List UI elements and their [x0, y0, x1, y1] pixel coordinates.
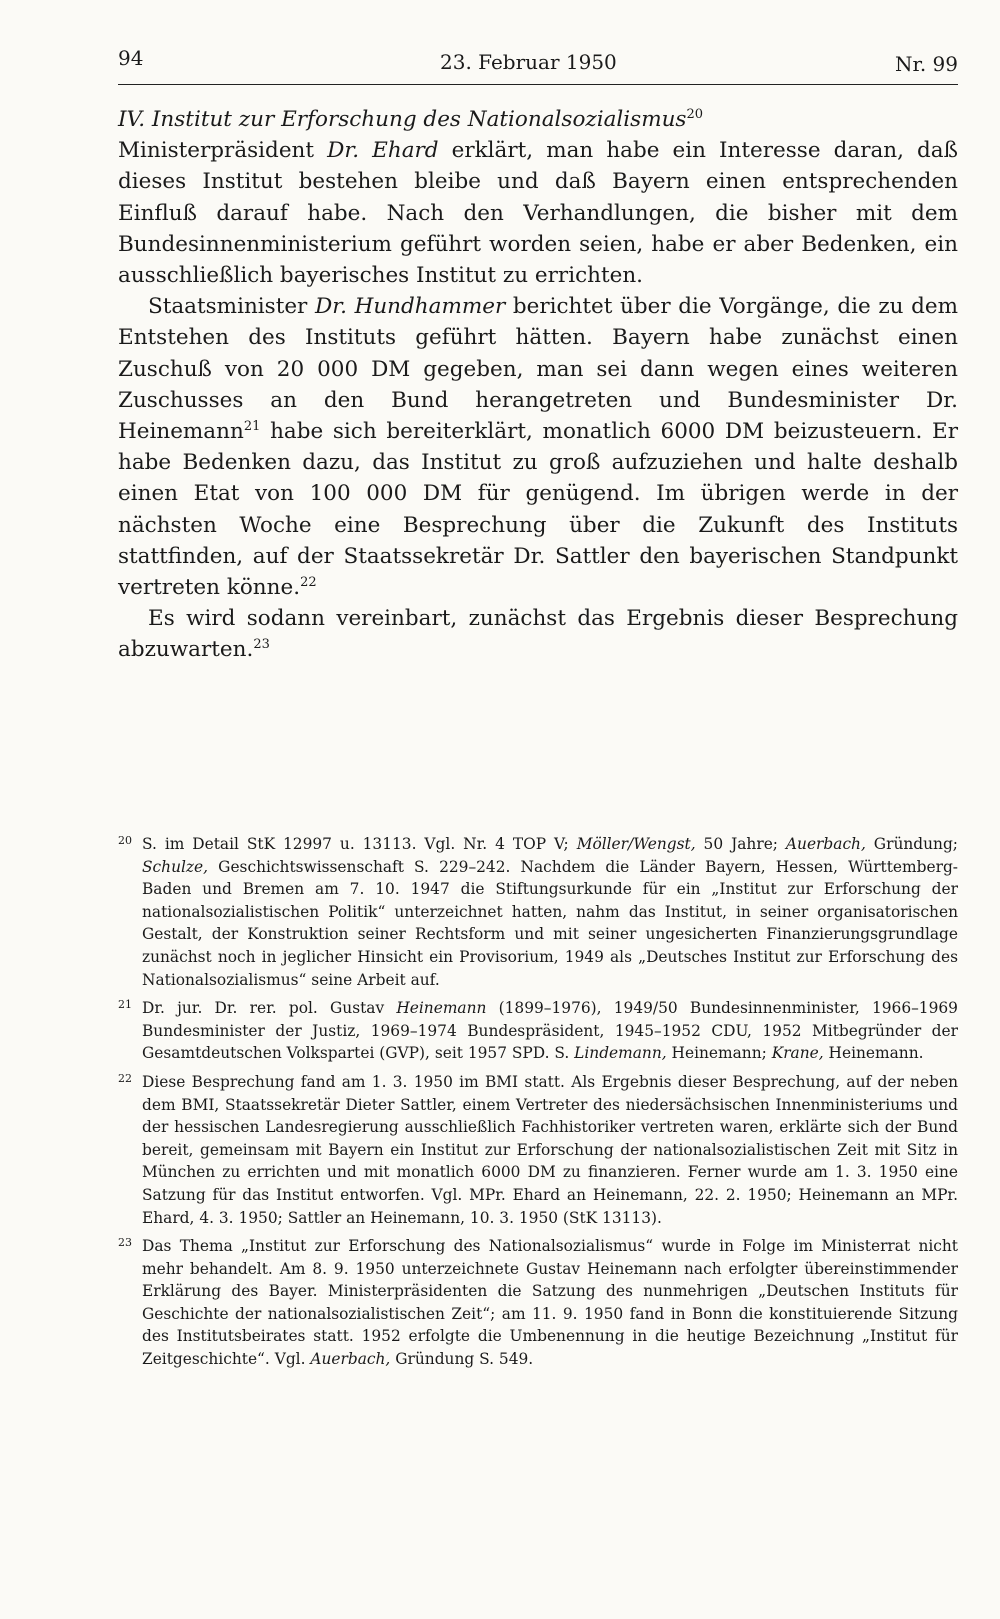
footnote-23 — [118, 1235, 958, 1371]
fn20-author-1: Möller/Wengst, — [576, 835, 696, 853]
speaker-hundhammer: Dr. Hundhammer — [314, 294, 506, 320]
fn22-text: Diese Besprechung fand am 1. 3. 1950 im BMI statt. Als Ergebnis dieser Besprechung, auf der neben dem BMI, Staatssekretär Dieter Sattler, einem Vertreter des niedersächsischen Innenministeriums und der hessischen Landesregierung ausschließlich Fachhistoriker vertreten waren, erklärte sich der Bund bereit, gemeinsam mit Bayern ein Institut zur Erforschung der nationalsozialistischen Zeit mit Sitz in München zu errichten und mit monatlich 6000 DM zu finanzieren. Ferner wurde am 1. 3. 1950 eine Satzung für das Institut entworfen. Vgl. MPr. Ehard an Heinemann, 22. 2. 1950; Heinemann an MPr. Ehard, 4. 3. 1950; Sattler an Heinemann, 10. 3. 1950 (StK 13113). — [142, 1072, 958, 1227]
fn20-author-2: Auerbach, — [785, 835, 866, 853]
fn20-text-4: Geschichtswissenschaft S. 229–242. Nachdem die Länder Bayern, Hessen, Württemberg-Baden und Bremen am 7. 10. 1947 die Stiftungsurkunde für ein „Institut zur Erforschung der nationalsozialistischen Politik“ unterzeichnet hatten, nahm das Institut, in seiner organisatorischen Gestalt, der Konstruktion seiner Rechtsform und mit seiner ungesicherten Finanzierungsgrundlage zunächst noch in jeglicher Hinsicht ein Provisorium, 1949 als „Deutsches Institut zur Erforschung des Nationalsozialismus“ seine Arbeit auf. — [142, 857, 958, 989]
record-number: Nr. 99 — [894, 52, 958, 76]
section-heading-text: IV. Institut zur Erforschung des Nationalsozialismus — [118, 107, 687, 132]
footnote-ref-20: 20 — [686, 106, 704, 122]
paragraph-hundhammer — [118, 291, 958, 603]
fn20-text-3: Gründung; — [865, 835, 958, 853]
speaker-ehard: Dr. Ehard — [327, 138, 439, 164]
fn23-text-2: Gründung S. 549. — [390, 1350, 534, 1369]
footnote-ref-23: 23 — [253, 637, 270, 653]
footnotes — [118, 833, 958, 1377]
fn21-text-3: Heinemann; — [666, 1044, 772, 1063]
fn20-author-3: Schulze, — [142, 857, 209, 876]
para2-text-b: berichtet über die Vorgänge, die zu dem Entstehen des Instituts geführt hätten. Bayern habe zunächst einen Zuschuß von 20 000 DM gegeben, man sei dann wegen eines weiteren Zuschusses an den Bund herangetreten und Bundesminister Dr. Heinemann — [118, 294, 959, 445]
header-rule — [118, 84, 958, 85]
fn21-name: Heinemann — [396, 999, 487, 1018]
footnote-number: 20 — [118, 834, 132, 847]
footnote-21 — [118, 997, 958, 1065]
footnote-number: 21 — [118, 998, 132, 1012]
footnote-ref-21: 21 — [243, 418, 261, 434]
fn21-text-4: Heinemann. — [823, 1044, 924, 1063]
footnote-ref-22: 22 — [300, 574, 317, 590]
paragraph-resolution — [118, 603, 958, 665]
footnote-number: 22 — [118, 1071, 132, 1085]
fn23-author: Auerbach, — [310, 1350, 391, 1369]
fn21-author-2: Krane, — [771, 1044, 824, 1063]
paragraph-ehard — [118, 135, 958, 291]
fn20-text-2: 50 Jahre; — [695, 835, 786, 853]
fn21-author-1: Lindemann, — [574, 1044, 667, 1063]
footnote-number: 23 — [118, 1236, 132, 1250]
main-text — [118, 104, 958, 666]
para3-text: Es wird sodann vereinbart, zunächst das Ergebnis dieser Besprechung abzuwarten. — [118, 606, 958, 663]
fn20-text-1: S. im Detail StK 12997 u. 13113. Vgl. Nr. 4 TOP V; — [142, 835, 577, 853]
fn23-text-1: Das Thema „Institut zur Erforschung des Nationalsozialismus“ wurde in Folge im Ministerrat nicht mehr behandelt. Am 8. 9. 1950 unterzeichnete Gustav Heinemann nach erfolgter übereinstimmender Erklärung des Bayer. Ministerpräsidenten die Satzung des nunmehrigen „Deutschen Instituts für Geschichte der nationalsozialistischen Zeit“; am 11. 9. 1950 fand in Bonn die konstituierende Sitzung des Institutsbeirates statt. 1952 erfolgte die Umbenennung in die heutige Bezeichnung „Institut für Zeitgeschichte“. Vgl. — [142, 1237, 958, 1369]
fn21-text-1: Dr. jur. Dr. rer. pol. Gustav — [142, 999, 397, 1018]
header-date: 23. Februar 1950 — [440, 50, 617, 74]
para2-text-a: Staatsminister — [148, 294, 315, 320]
running-header — [118, 46, 958, 86]
para1-text-a: Ministerpräsident — [118, 138, 328, 164]
para2-text-c: habe sich bereiterklärt, monatlich 6000 DM beizusteuern. Er habe Bedenken dazu, das Institut zu groß aufzuziehen und halte deshalb einen Etat von 100 000 DM für genügend. Im übrigen werde in der nächsten Woche eine Besprechung über die Zukunft des Instituts stattfinden, auf der Staatssekretär Dr. Sattler den bayerischen Standpunkt vertreten könne. — [118, 419, 958, 601]
footnote-20 — [118, 833, 958, 991]
footnote-22 — [118, 1071, 958, 1229]
page-number: 94 — [118, 46, 144, 70]
para1-text-b: erklärt, man habe ein Interesse daran, daß dieses Institut bestehen bleibe und daß Bayern einen entsprechenden Einfluß darauf habe. Nach den Verhandlungen, die bisher mit dem Bundesinnenministerium geführt worden seien, habe er aber Bedenken, ein ausschließlich bayerisches Institut zu errichten. — [118, 138, 958, 289]
fn21-text-2: (1899–1976), 1949/50 Bundesinnenminister, 1966–1969 Bundesminister der Justiz, 1969–1974 Bundespräsident, 1945–1952 CDU, 1952 Mitbegründer der Gesamtdeutschen Volkspartei (GVP), seit 1957 SPD. S. — [142, 999, 958, 1063]
section-heading — [118, 104, 958, 135]
